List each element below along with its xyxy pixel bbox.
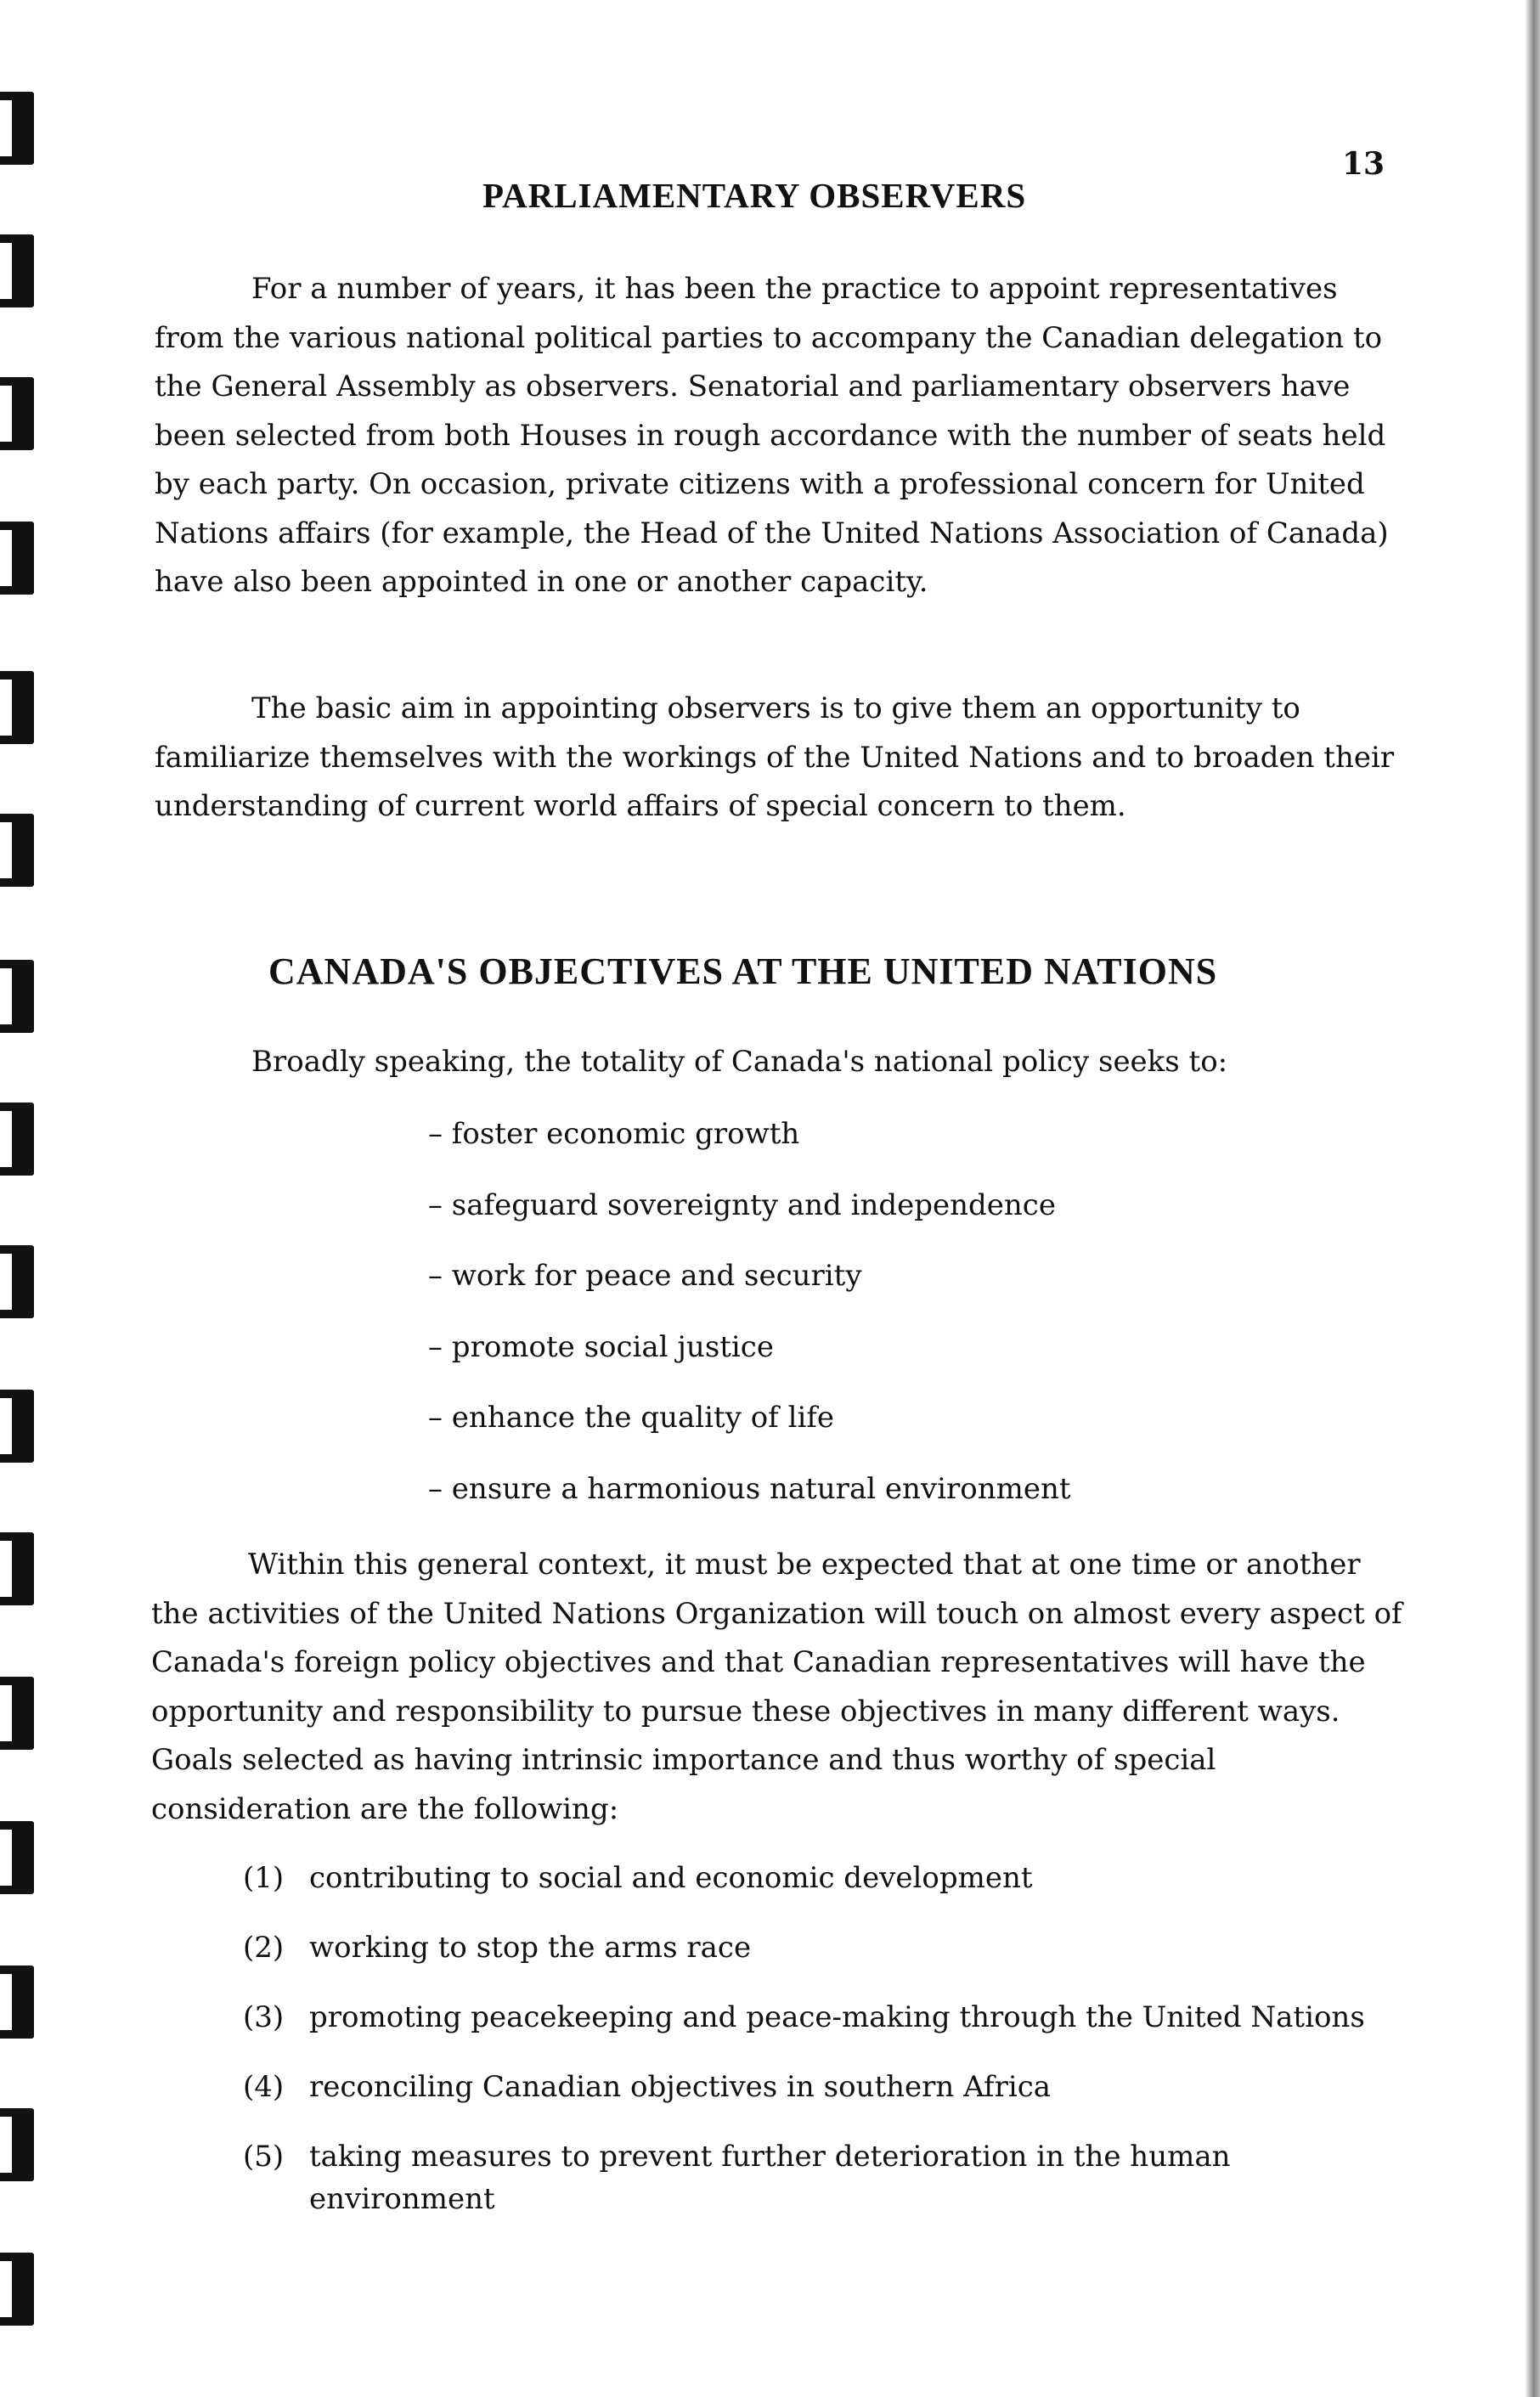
binding-ring [0,807,41,888]
list-item: – promote social justice [428,1329,774,1364]
list-item: – ensure a harmonious natural environment [428,1471,1071,1506]
binding-ring [0,370,41,452]
body-paragraph: Within this general context, it must be expected that at one time or another the activities of the United Nations Organization will touch on almost every aspect of Canada's foreign policy objectives and that Canadian representatives will have the opportunity and responsibility to pursue these objectives in many different ways. Goals selected as having intrinsic importance and thus worthy of special consideration are the following: [151,1548,1402,1826]
list-item [243,1926,1413,1996]
list-item [243,2135,1413,2220]
list-item-number: (5) [243,2140,285,2174]
list-item [243,1857,1413,1926]
list-item-number: (1) [243,1861,285,1895]
binding-ring [0,1383,41,1464]
list-item-text: taking measures to prevent further deterioration in the human environment [309,2140,1231,2216]
list-item-text: working to stop the arms race [309,1931,752,1965]
list-item-text: reconciling Canadian objectives in southern Africa [309,2070,1052,2104]
body-paragraph: The basic aim in appointing observers is to give them an opportunity to familiarize themselves with the workings of the United Nations and to broaden their understanding of current world affairs of special concern to them. [155,691,1395,823]
binding-ring [0,85,41,166]
binding-ring [0,664,41,746]
goals-list [243,1857,1413,2220]
binding-ring [0,1670,41,1751]
binding-ring [0,953,41,1035]
binding-ring [0,1959,41,2040]
policy-list [428,1113,1071,1539]
list-item-number: (3) [243,2000,285,2034]
binding-ring [0,1238,41,1320]
list-item-text: promoting peacekeeping and peace-making through the United Nations [309,2000,1365,2034]
page-edge-shadow [1525,0,1540,2397]
binding-ring [0,228,41,309]
section-heading-parliamentary-observers: PARLIAMENTARY OBSERVERS [482,176,1027,215]
list-item-text: contributing to social and economic development [309,1861,1033,1895]
binding-ring [0,1814,41,1896]
list-item: – foster economic growth [428,1117,800,1151]
binding-ring [0,2101,41,2183]
binding-ring [0,1096,41,1177]
list-item-number: (4) [243,2070,285,2104]
list-item [243,2066,1413,2135]
list-item: – work for peace and security [428,1259,862,1294]
list-item: – enhance the quality of life [428,1401,835,1435]
intro-paragraph: Broadly speaking, the totality of Canada's national policy seeks to: [251,1045,1228,1079]
binding-ring [0,2246,41,2327]
section-heading-canadas-objectives: CANADA'S OBJECTIVES AT THE UNITED NATIONS [268,950,1218,992]
binding-ring [0,515,41,596]
list-item [243,1996,1413,2066]
list-item-number: (2) [243,1931,285,1965]
binding-ring [0,1526,41,1607]
list-item: – safeguard sovereignty and independence [428,1187,1056,1222]
body-paragraph: For a number of years, it has been the practice to appoint representatives from the various national political parties to accompany the Canadian delegation to the General Assembly as observers. Senatorial and parliamentary observers have been selected from both Houses in rough accordance with the number of seats held by each party. On occasion, private citizens with a professional concern for United Nations affairs (for example, the Head of the United Nations Association of Canada) have also been appointed in one or another capacity. [155,272,1389,599]
page-number: 13 [1342,146,1385,182]
